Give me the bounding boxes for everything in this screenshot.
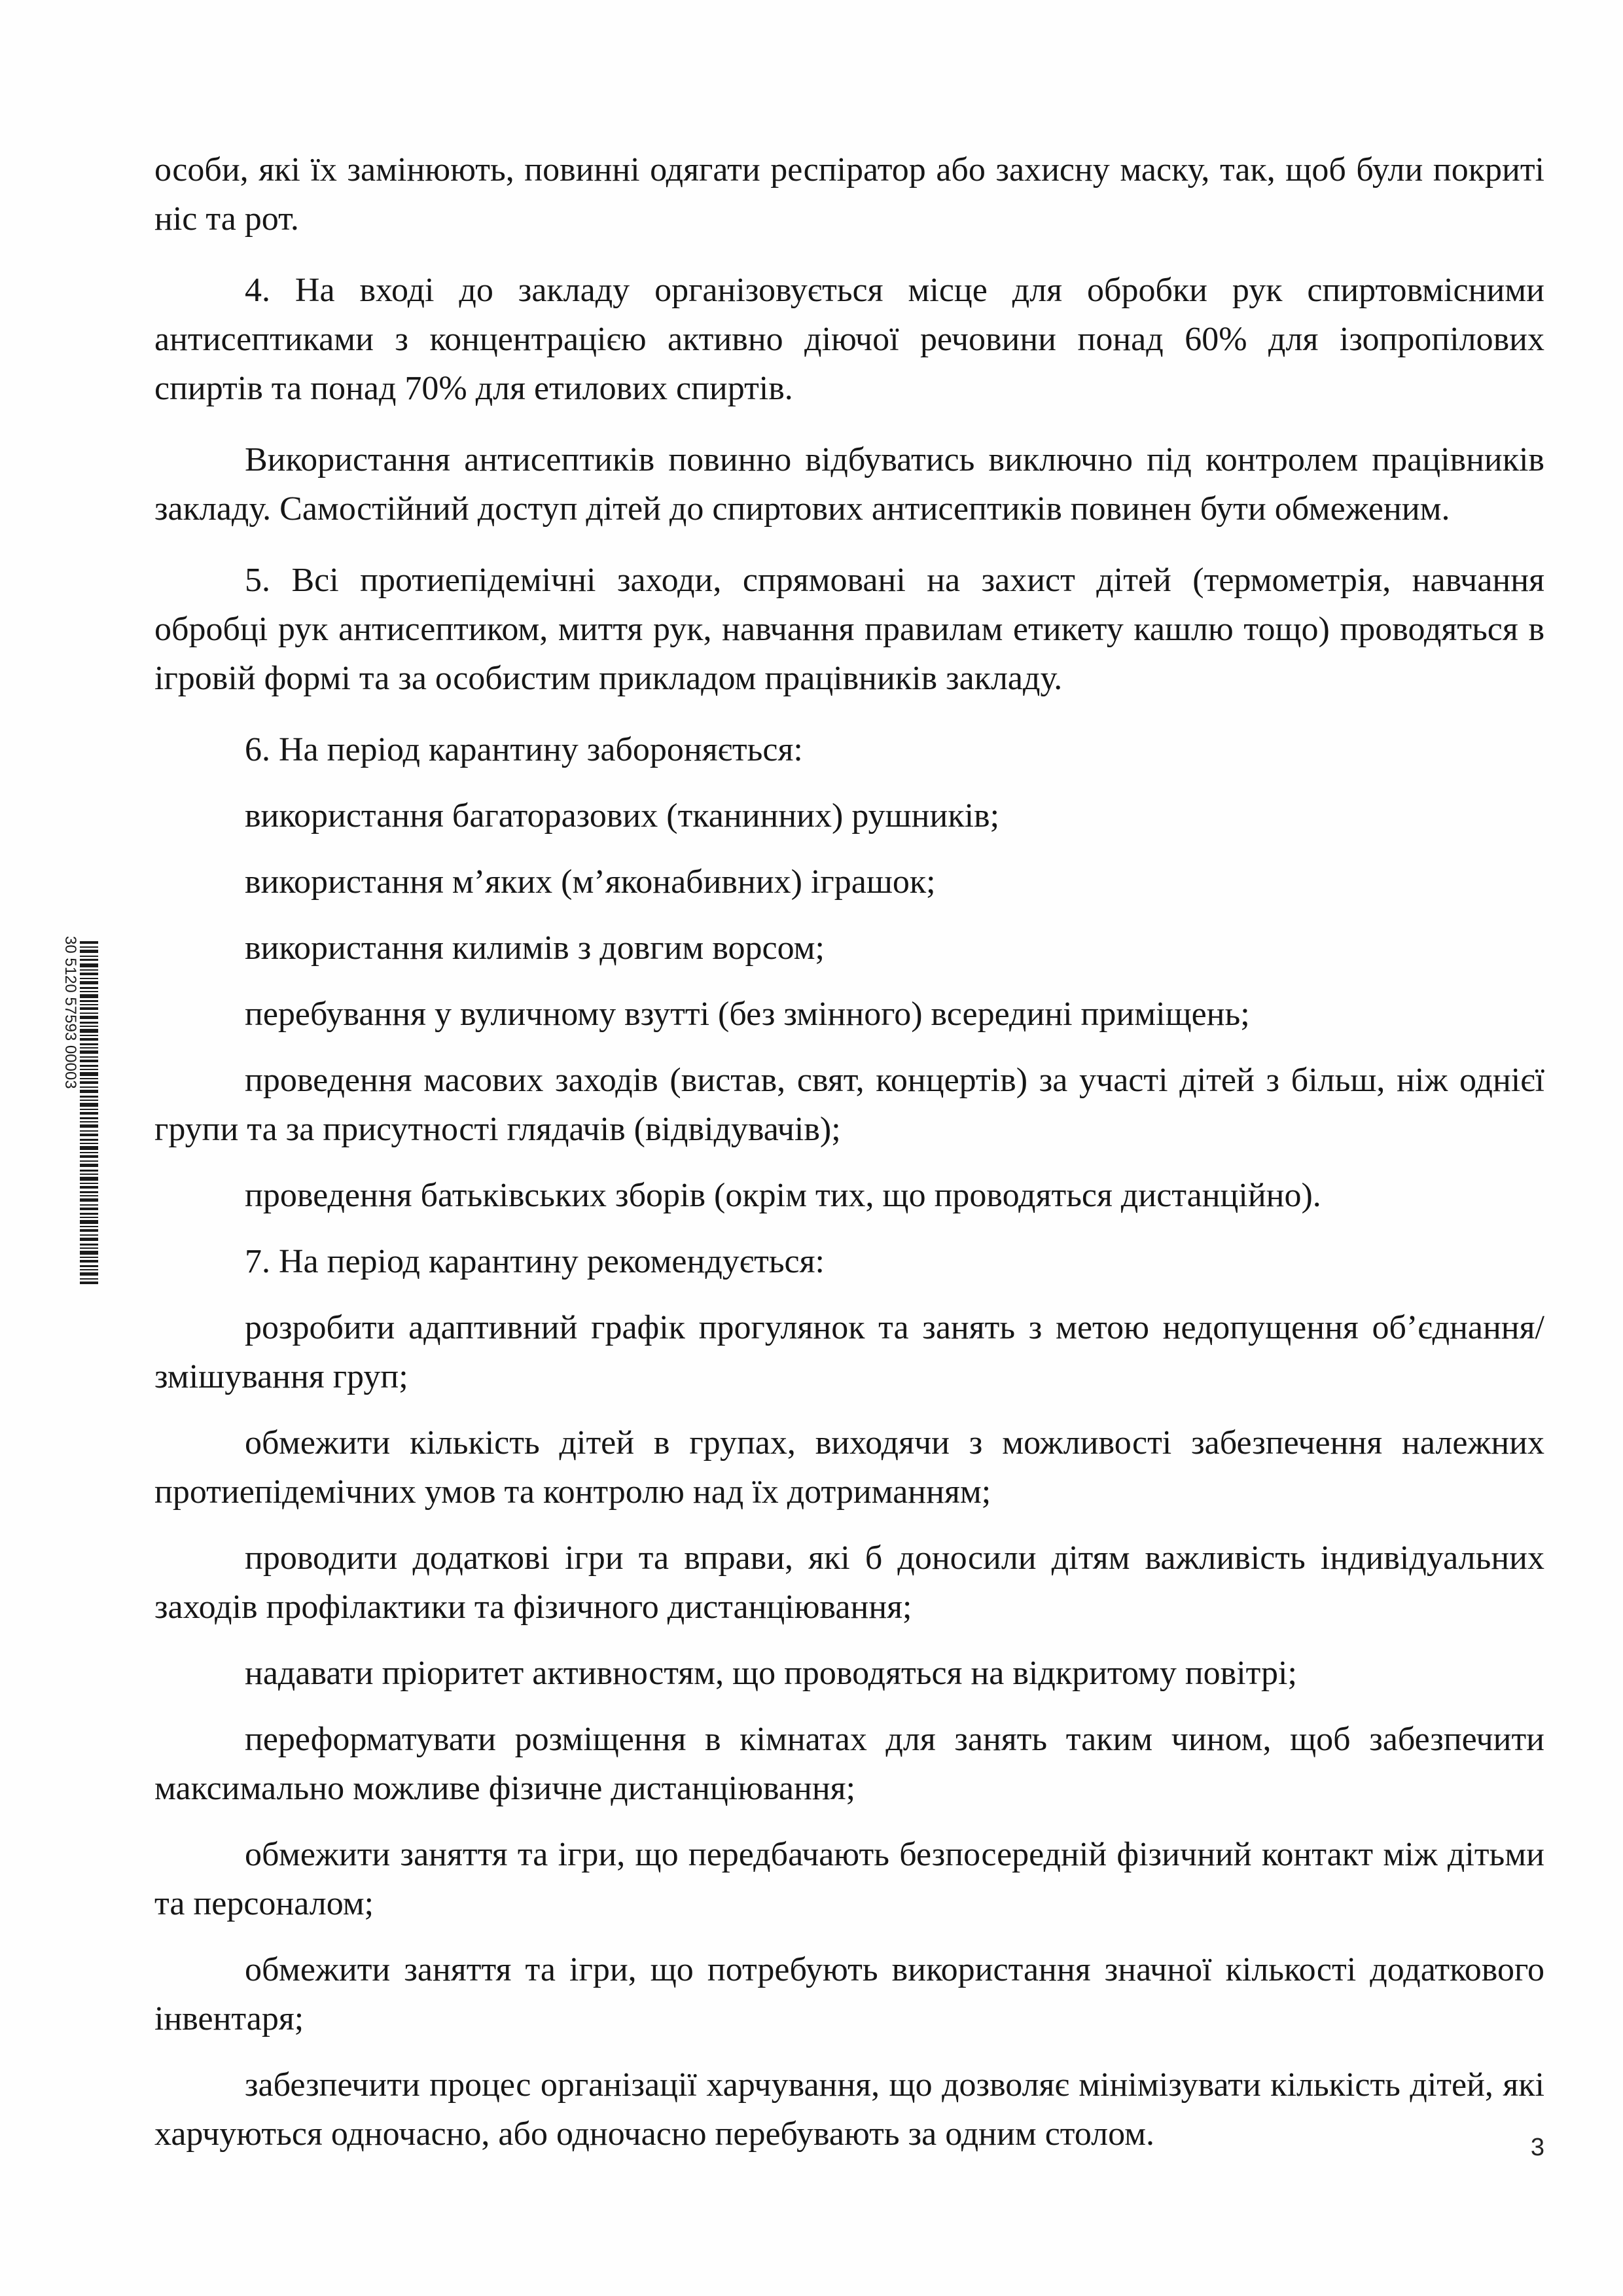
- list-item-recommended: обмежити заняття та ігри, що передбачають безпосередній фізичний контакт між дітьми та персоналом;: [154, 1836, 1544, 1922]
- list-item-prohibited: проведення масових заходів (вистав, свят, концертів) за участі дітей з більш, ніж однієї групи та за присутності глядачів (відвідувачів);: [154, 1062, 1544, 1148]
- list-item-recommended: проводити додаткові ігри та вправи, які б доносили дітям важливість індивідуальних заходів профілактики та фізичного дистанціювання;: [154, 1539, 1544, 1626]
- page-number: 3: [1530, 2134, 1544, 2161]
- paragraph-item-5: 5. Всі протиепідемічні заходи, спрямовані на захист дітей (термометрія, навчання обробці рук антисептиком, миття рук, навчання правилам етикету кашлю тощо) проводяться в ігровій формі та за особистим прикладом працівників закладу.: [154, 562, 1544, 697]
- paragraph-item-7-heading: 7. На період карантину рекомендується:: [245, 1243, 825, 1280]
- list-item-recommended: обмежити кількість дітей в групах, виходячи з можливості забезпечення належних протиепідемічних умов та контролю над їх дотриманням;: [154, 1424, 1544, 1511]
- list-item-recommended: обмежити заняття та ігри, що потребують використання значної кількості додаткового інвентаря;: [154, 1951, 1544, 2037]
- barcode-graphic: [39, 929, 105, 1296]
- list-item-recommended: розробити адаптивний графік прогулянок та занять з метою недопущення об’єднання/змішування груп;: [154, 1309, 1544, 1395]
- list-item-recommended: переформатувати розміщення в кімнатах для занять таким чином, щоб забезпечити максимально можливе фізичне дистанціювання;: [154, 1721, 1544, 1807]
- barcode: [39, 929, 105, 1296]
- list-item-recommended: забезпечити процес організації харчування, що дозволяє мінімізувати кількість дітей, які харчуються одночасно, або одночасно перебувають за одним столом.: [154, 2066, 1544, 2153]
- list-item-prohibited: проведення батьківських зборів (окрім тих, що проводяться дистанційно).: [245, 1177, 1321, 1214]
- list-item-prohibited: використання багаторазових (тканинних) рушників;: [245, 797, 1000, 834]
- paragraph-antiseptic-usage: Використання антисептиків повинно відбуватись виключно під контролем працівників закладу. Самостійний доступ дітей до спиртових антисептиків повинен бути обмеженим.: [154, 441, 1544, 528]
- paragraph-item-6-heading: 6. На період карантину забороняється:: [245, 731, 803, 768]
- paragraph-continuation: особи, які їх замінюють, повинні одягати респіратор або захисну маску, так, щоб були покриті ніс та рот.: [154, 151, 1544, 238]
- list-item-prohibited: використання м’яких (м’яконабивних) іграшок;: [245, 863, 936, 901]
- list-item-prohibited: перебування у вуличному взутті (без змінного) всередині приміщень;: [245, 996, 1250, 1033]
- list-item-recommended: надавати пріоритет активностям, що проводяться на відкритому повітрі;: [245, 1655, 1297, 1692]
- list-item-prohibited: використання килимів з довгим ворсом;: [245, 929, 825, 967]
- document-body: [154, 145, 1544, 2176]
- paragraph-item-4: 4. На вході до закладу організовується місце для обробки рук спиртовмісними антисептиками з концентрацією активно діючої речовини понад 60% для ізопропілових спиртів та понад 70% для етилових спиртів.: [154, 272, 1544, 407]
- barcode-text: 30 5120 57593 00003: [62, 936, 79, 1089]
